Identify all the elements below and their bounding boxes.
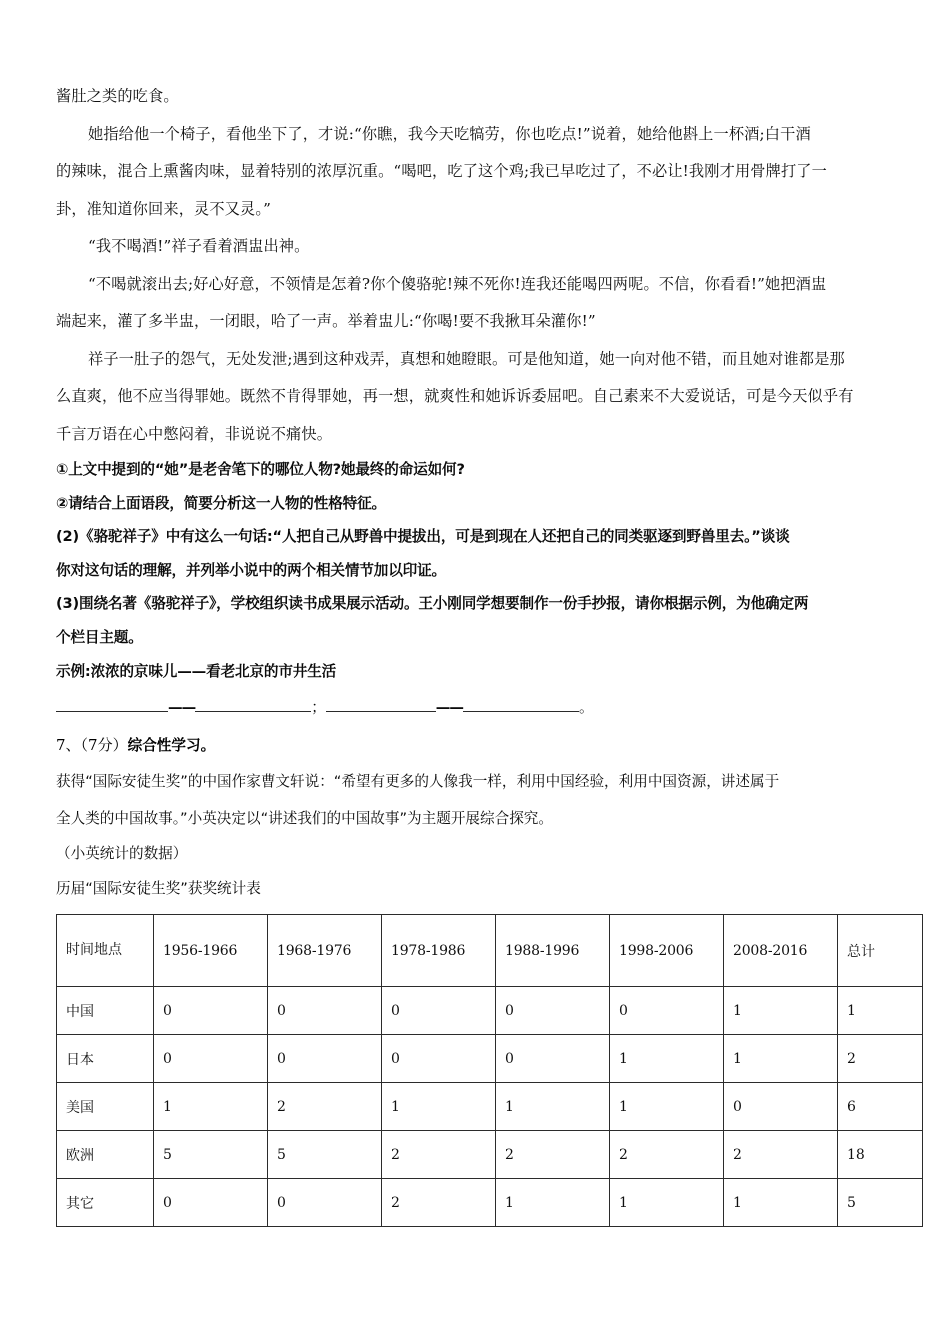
table-cell: 0 (724, 1083, 838, 1131)
table-cell: 0 (496, 987, 610, 1035)
table-cell: 2 (268, 1083, 382, 1131)
table-cell: 5 (154, 1131, 268, 1179)
table-cell: 0 (382, 1035, 496, 1083)
table-cell: 0 (268, 987, 382, 1035)
table-row (57, 987, 923, 1035)
statistics-table-wrapper (56, 914, 875, 1227)
blank-dash-2: —— (435, 699, 463, 717)
table-cell: 1 (496, 1179, 610, 1227)
table-cell: 0 (610, 987, 724, 1035)
table-row-label: 美国 (57, 1083, 154, 1131)
table-row-label: 日本 (57, 1035, 154, 1083)
table-total-header: 总计 (838, 915, 923, 987)
excerpt-line: 么直爽，他不应当得罪她。既然不肯得罪她，再一想，就爽性和她诉诉委屈吧。自己素来不大爱说话，可是今天似乎有 (56, 387, 854, 405)
section-7-title: 综合性学习。 (127, 737, 216, 755)
table-cell: 1 (724, 987, 838, 1035)
table-cell: 0 (154, 1035, 268, 1083)
section-7-score: （7分） (80, 736, 128, 755)
section-7-paragraph-line: 获得“国际安徒生奖”的中国作家曹文轩说：“希望有更多的人像我一样，利用中国经验，利用中国资源，讲述属于 (56, 773, 780, 791)
table-cell: 1 (610, 1083, 724, 1131)
table-cell: 2 (382, 1179, 496, 1227)
table-column-header: 1998-2006 (610, 915, 724, 987)
table-cell: 1 (496, 1083, 610, 1131)
table-cell: 1 (724, 1179, 838, 1227)
statistics-table-body (57, 987, 923, 1227)
excerpt-line: “我不喝酒!”祥子看着酒盅出神。 (88, 237, 310, 255)
table-cell: 1 (610, 1179, 724, 1227)
table-cell: 0 (268, 1179, 382, 1227)
answer-blank-field-4[interactable] (463, 696, 579, 712)
question-example-line: 示例:浓浓的京味儿——看老北京的市井生活 (56, 662, 337, 680)
table-row (57, 1083, 923, 1131)
question-item-2-line-2: 你对这句话的理解，并列举小说中的两个相关情节加以印证。 (56, 561, 446, 579)
blank-dash-1: —— (168, 699, 196, 717)
table-header-row (57, 915, 923, 987)
table-cell: 1 (610, 1035, 724, 1083)
table-column-header: 1988-1996 (496, 915, 610, 987)
section-7 (56, 728, 914, 905)
section-7-number: 7、 (56, 736, 81, 755)
table-row-label: 其它 (57, 1179, 154, 1227)
table-cell: 2 (496, 1131, 610, 1179)
excerpt-line: 的辣味，混合上熏酱肉味，显着特别的浓厚沉重。“喝吧，吃了这个鸡;我已早吃过了，不必让!我刚才用骨牌打了一 (56, 162, 827, 180)
excerpt-line: 祥子一肚子的怨气，无处发泄;遇到这种戏弄，真想和她瞪眼。可是他知道，她一向对他不错，而且她对谁都是那 (88, 349, 845, 368)
statistics-table (56, 914, 923, 1227)
table-column-header: 1956-1966 (154, 915, 268, 987)
question-item-1-sub-1: ①上文中提到的“她”是老舍笔下的哪位人物?她最终的命运如何? (56, 461, 465, 478)
table-cell: 1 (382, 1083, 496, 1131)
table-row-total: 18 (838, 1131, 923, 1179)
blank-separator: ； (311, 699, 326, 717)
table-cell: 1 (724, 1035, 838, 1083)
table-cell: 0 (382, 987, 496, 1035)
table-row (57, 1035, 923, 1083)
blank-terminator: 。 (578, 699, 594, 717)
statistics-table-caption: 历届“国际安徒生奖”获奖统计表 (56, 880, 261, 898)
question-item-3-line-1: (3)围绕名著《骆驼祥子》，学校组织读书成果展示活动。王小刚同学想要制作一份手抄报，请你根据示例，为他确定两 (56, 595, 809, 613)
table-row-total: 2 (838, 1035, 923, 1083)
answer-blank-row (56, 688, 914, 728)
question-item-3-line-2: 个栏目主题。 (56, 628, 143, 646)
excerpt-line: “不喝就滚出去;好心好意，不领情是怎着?你个傻骆驼!辣不死你!连我还能喝四两呢。不信，你看看!”她把酒盅 (88, 274, 827, 293)
table-row-total: 1 (838, 987, 923, 1035)
table-cell: 0 (496, 1035, 610, 1083)
answer-blank-field-1[interactable] (56, 696, 168, 712)
excerpt-line: 卦，准知道你回来，灵不又灵。” (56, 199, 272, 218)
table-corner-header: 时间地点 (57, 915, 154, 987)
table-row-label: 欧洲 (57, 1131, 154, 1179)
table-cell: 0 (268, 1035, 382, 1083)
section-7-heading (56, 728, 914, 763)
question-item-1-sub-2: ②请结合上面语段，简要分析这一人物的性格特征。 (56, 494, 386, 512)
table-row-total: 5 (838, 1179, 923, 1227)
table-cell: 2 (382, 1131, 496, 1179)
table-column-header: 2008-2016 (724, 915, 838, 987)
table-row (57, 1179, 923, 1227)
excerpt-line: 端起来，灌了多半盅，一闭眼，哈了一声。举着盅儿:“你喝!要不我揪耳朵灌你!” (56, 312, 596, 330)
section-7-paragraph-line: 全人类的中国故事。”小英决定以“讲述我们的中国故事”为主题开展综合探究。 (56, 810, 553, 828)
table-row (57, 1131, 923, 1179)
table-cell: 5 (268, 1131, 382, 1179)
statistics-table-head (57, 915, 923, 987)
table-row-label: 中国 (57, 987, 154, 1035)
table-row-total: 6 (838, 1083, 923, 1131)
excerpt-passage (56, 78, 914, 453)
question-list (56, 453, 914, 688)
table-cell: 0 (154, 1179, 268, 1227)
table-cell: 2 (610, 1131, 724, 1179)
excerpt-line: 她指给他一个椅子，看他坐下了，才说:“你瞧，我今天吃犒劳，你也吃点!”说着，她给他斟上一杯酒;白干酒 (88, 124, 811, 143)
page-content (56, 78, 914, 1227)
answer-blank-field-2[interactable] (195, 696, 311, 712)
table-cell: 0 (154, 987, 268, 1035)
table-column-header: 1978-1986 (382, 915, 496, 987)
table-cell: 1 (154, 1083, 268, 1131)
excerpt-line: 酱肚之类的吃食。 (56, 87, 179, 105)
answer-blank-field-3[interactable] (326, 696, 436, 712)
table-cell: 2 (724, 1131, 838, 1179)
question-item-2-line-1: (2)《骆驼祥子》中有这么一句话:“人把自己从野兽中提拔出，可是到现在人还把自己的同类驱逐到野兽里去。”谈谈 (56, 528, 790, 546)
excerpt-line: 千言万语在心中憋闷着，非说说不痛快。 (56, 424, 333, 443)
table-column-header: 1968-1976 (268, 915, 382, 987)
section-7-data-note: （小英统计的数据） (56, 845, 188, 863)
